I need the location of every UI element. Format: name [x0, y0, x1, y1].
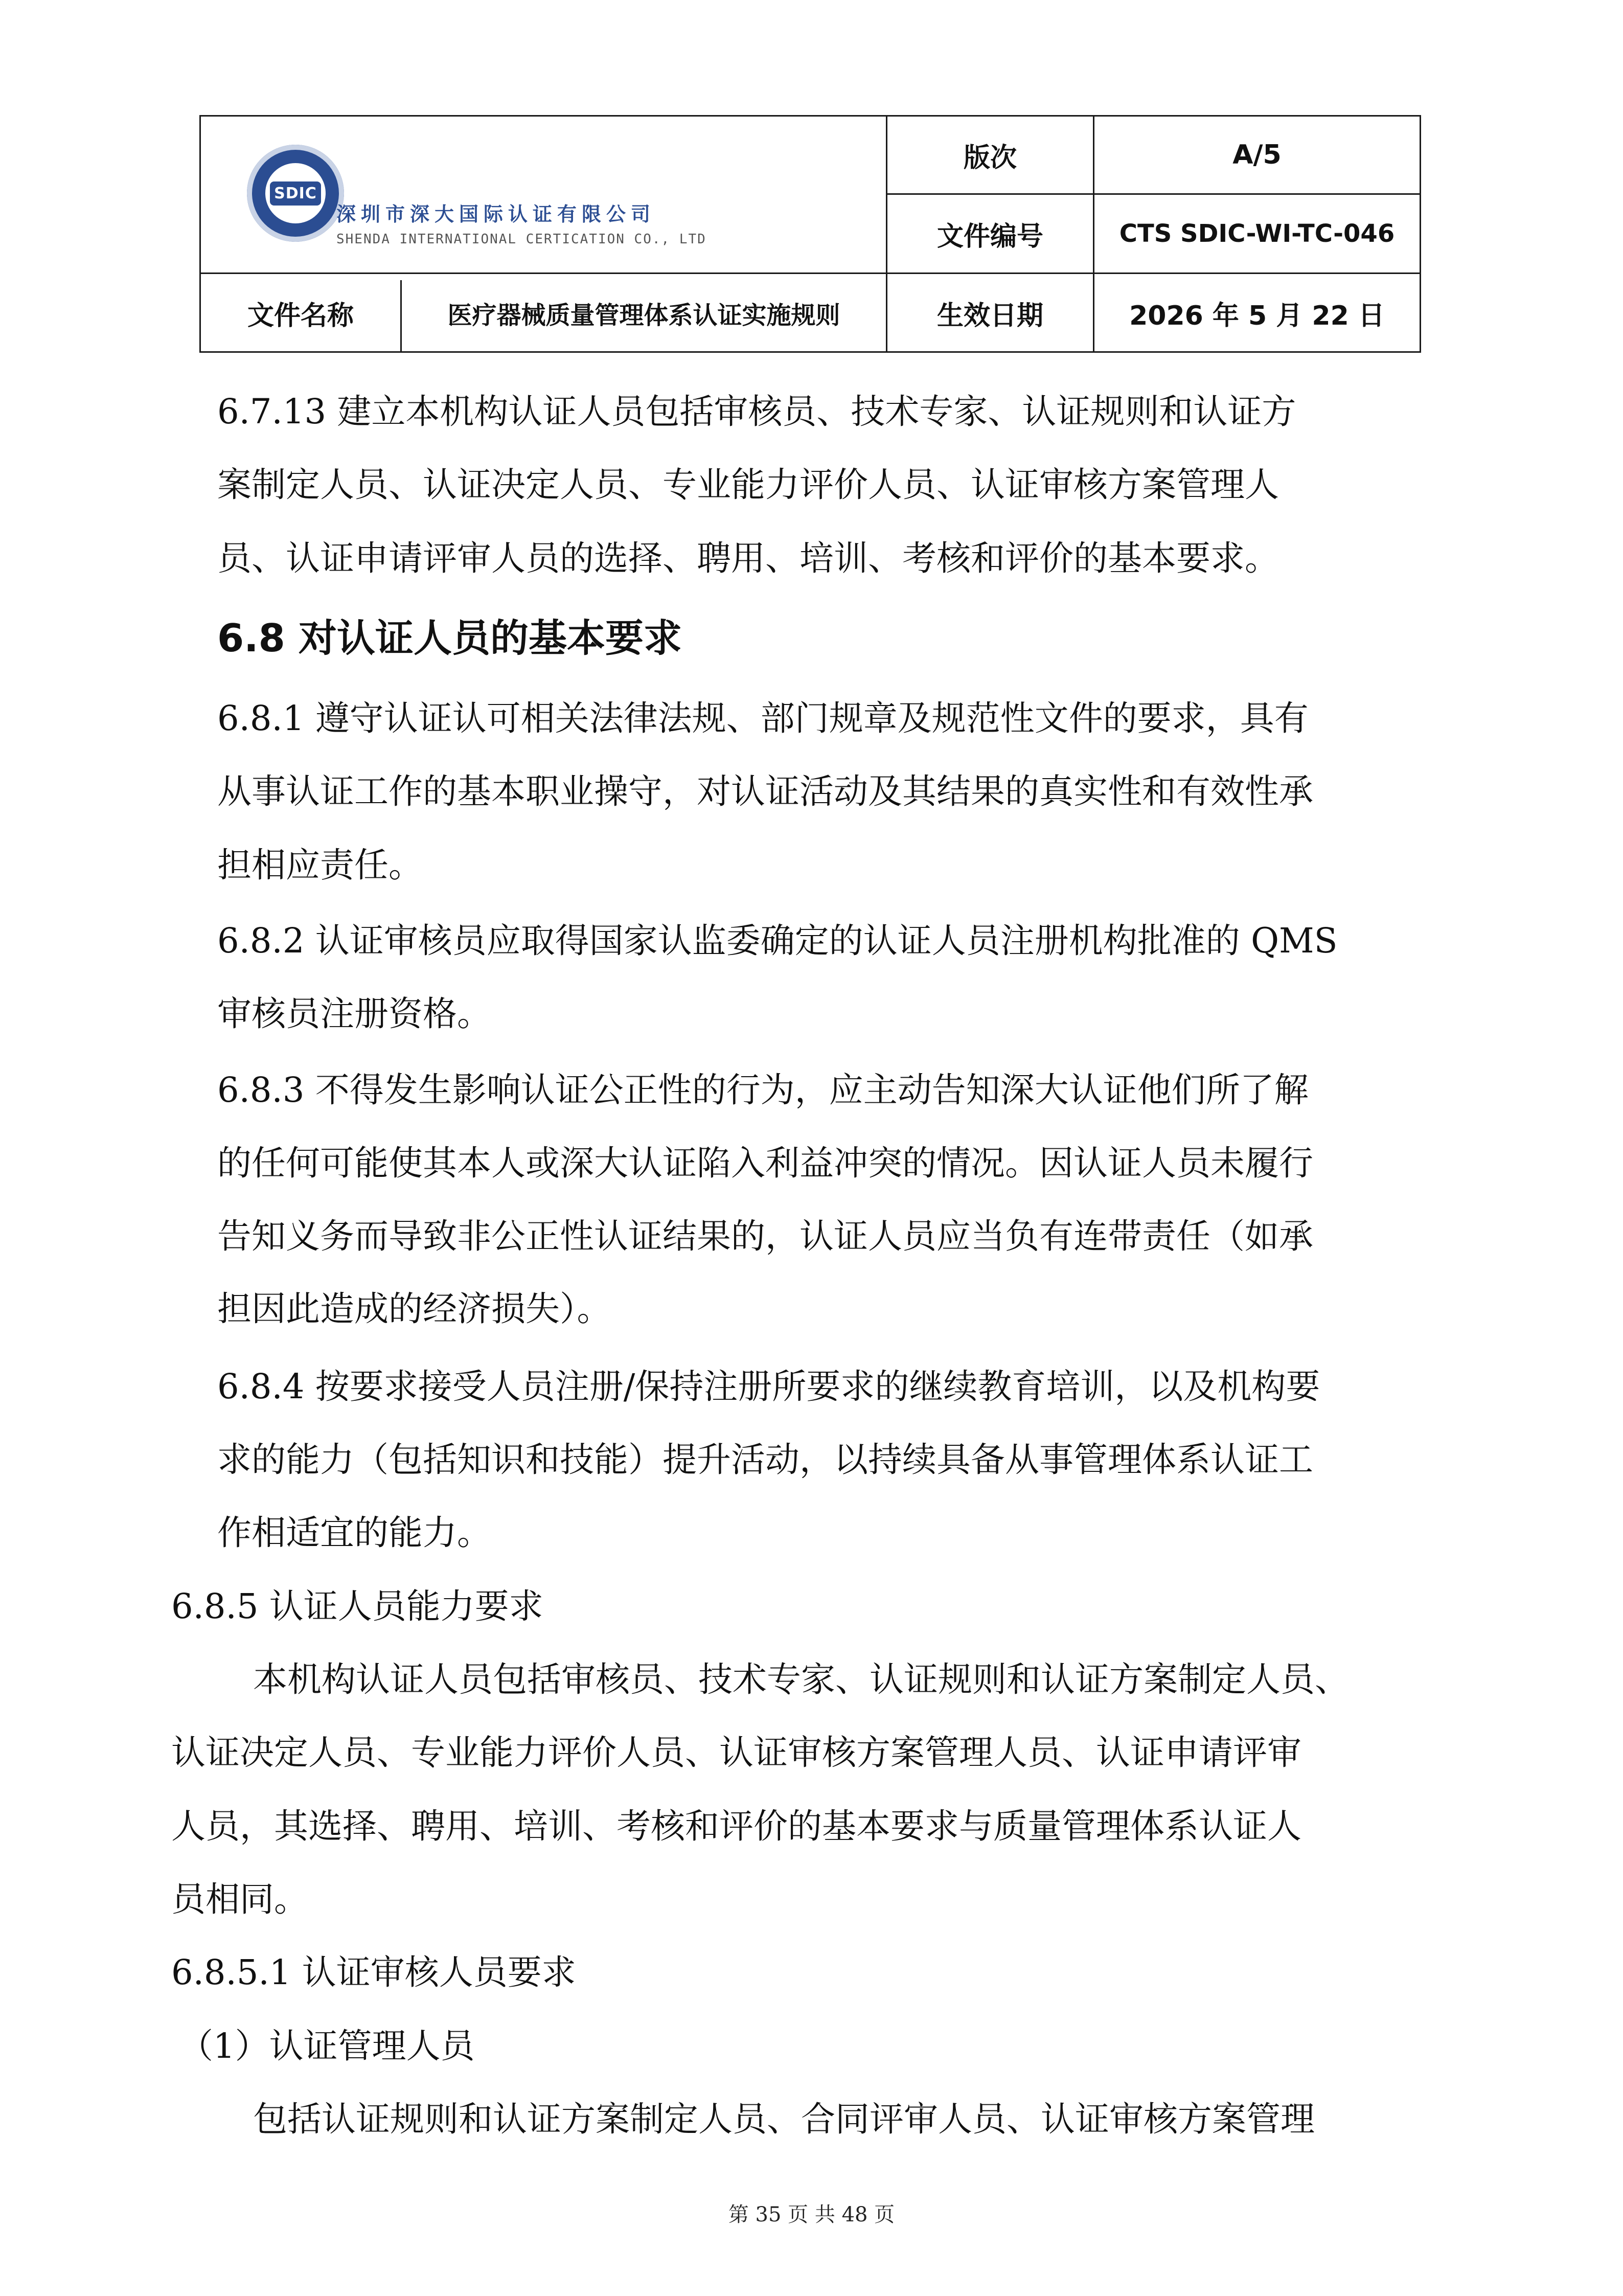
- version-label: 版次: [963, 142, 1017, 173]
- paragraph-line: 本机构认证人员包括审核员、技术专家、认证规则和认证方案制定人员、: [253, 1660, 1349, 1699]
- company-logo: [247, 145, 758, 257]
- doc-name-label: 文件名称: [247, 300, 354, 331]
- paragraph-line: 案制定人员、认证决定人员、专业能力评价人员、认证审核方案管理人: [217, 465, 1279, 505]
- paragraph-line: 作相适宜的能力。: [217, 1513, 491, 1553]
- version-value: A/5: [1232, 140, 1282, 170]
- paragraph-line: 人员，其选择、聘用、培训、考核和评价的基本要求与质量管理体系认证人: [171, 1806, 1301, 1846]
- paragraph-line: 告知义务而导致非公正性认证结果的，认证人员应当负有连带责任（如承: [217, 1216, 1313, 1256]
- section-heading-6-8: 6.8 对认证人员的基本要求: [217, 616, 682, 661]
- list-item-heading: （1）认证管理人员: [179, 2026, 475, 2066]
- paragraph-line: 担相应责任。: [217, 845, 423, 885]
- paragraph-line: 担因此造成的经济损失）。: [217, 1289, 611, 1329]
- paragraph-line: 审核员注册资格。: [217, 994, 491, 1034]
- paragraph-line: 求的能力（包括知识和技能）提升活动，以持续具备从事管理体系认证工: [217, 1440, 1313, 1480]
- doc-number-value: CTS SDIC-WI-TC-046: [1119, 219, 1395, 248]
- section-heading-6-8-5: 6.8.5 认证人员能力要求: [171, 1586, 543, 1626]
- effective-date-value: 2026 年 5 月 22 日: [1129, 300, 1385, 331]
- paragraph-line: 6.8.1 遵守认证认可相关法律法规、部门规章及规范性文件的要求，具有: [217, 698, 1309, 738]
- page-number-footer: 第 35 页 共 48 页: [728, 2203, 895, 2226]
- paragraph-line: 的任何可能使其本人或深大认证陷入利益冲突的情况。因认证人员未履行: [217, 1143, 1313, 1183]
- document-header-table: [199, 115, 1421, 353]
- paragraph-line: 包括认证规则和认证方案制定人员、合同评审人员、认证审核方案管理: [253, 2099, 1315, 2139]
- doc-number-label: 文件编号: [936, 221, 1043, 252]
- paragraph-line: 6.7.13 建立本机构认证人员包括审核员、技术专家、认证规则和认证方: [217, 392, 1296, 431]
- section-heading-6-8-5-1: 6.8.5.1 认证审核人员要求: [171, 1952, 576, 1992]
- paragraph-line: 员相同。: [171, 1879, 308, 1919]
- paragraph-line: 6.8.4 按要求接受人员注册/保持注册所要求的继续教育培训，以及机构要: [217, 1367, 1320, 1406]
- paragraph-line: 认证决定人员、专业能力评价人员、认证审核方案管理人员、认证申请评审: [171, 1733, 1301, 1772]
- paragraph-line: 6.8.3 不得发生影响认证公正性的行为，应主动告知深大认证他们所了解: [217, 1070, 1309, 1110]
- logo-seal-icon: [247, 145, 344, 242]
- company-name-cn: 深圳市深大国际认证有限公司: [336, 203, 656, 225]
- doc-name-value: 医疗器械质量管理体系认证实施规则: [447, 301, 840, 330]
- paragraph-line: 从事认证工作的基本职业操守，对认证活动及其结果的真实性和有效性承: [217, 771, 1313, 811]
- paragraph-line: 员、认证申请评审人员的选择、聘用、培训、考核和评价的基本要求。: [217, 538, 1279, 578]
- logo-mark: SDIC: [270, 181, 321, 206]
- paragraph-line: 6.8.2 认证审核员应取得国家认监委确定的认证人员注册机构批准的 QMS: [217, 921, 1338, 961]
- effective-date-label: 生效日期: [936, 300, 1043, 331]
- company-name-en: SHENDA INTERNATIONAL CERTICATION CO., LTD: [336, 232, 706, 247]
